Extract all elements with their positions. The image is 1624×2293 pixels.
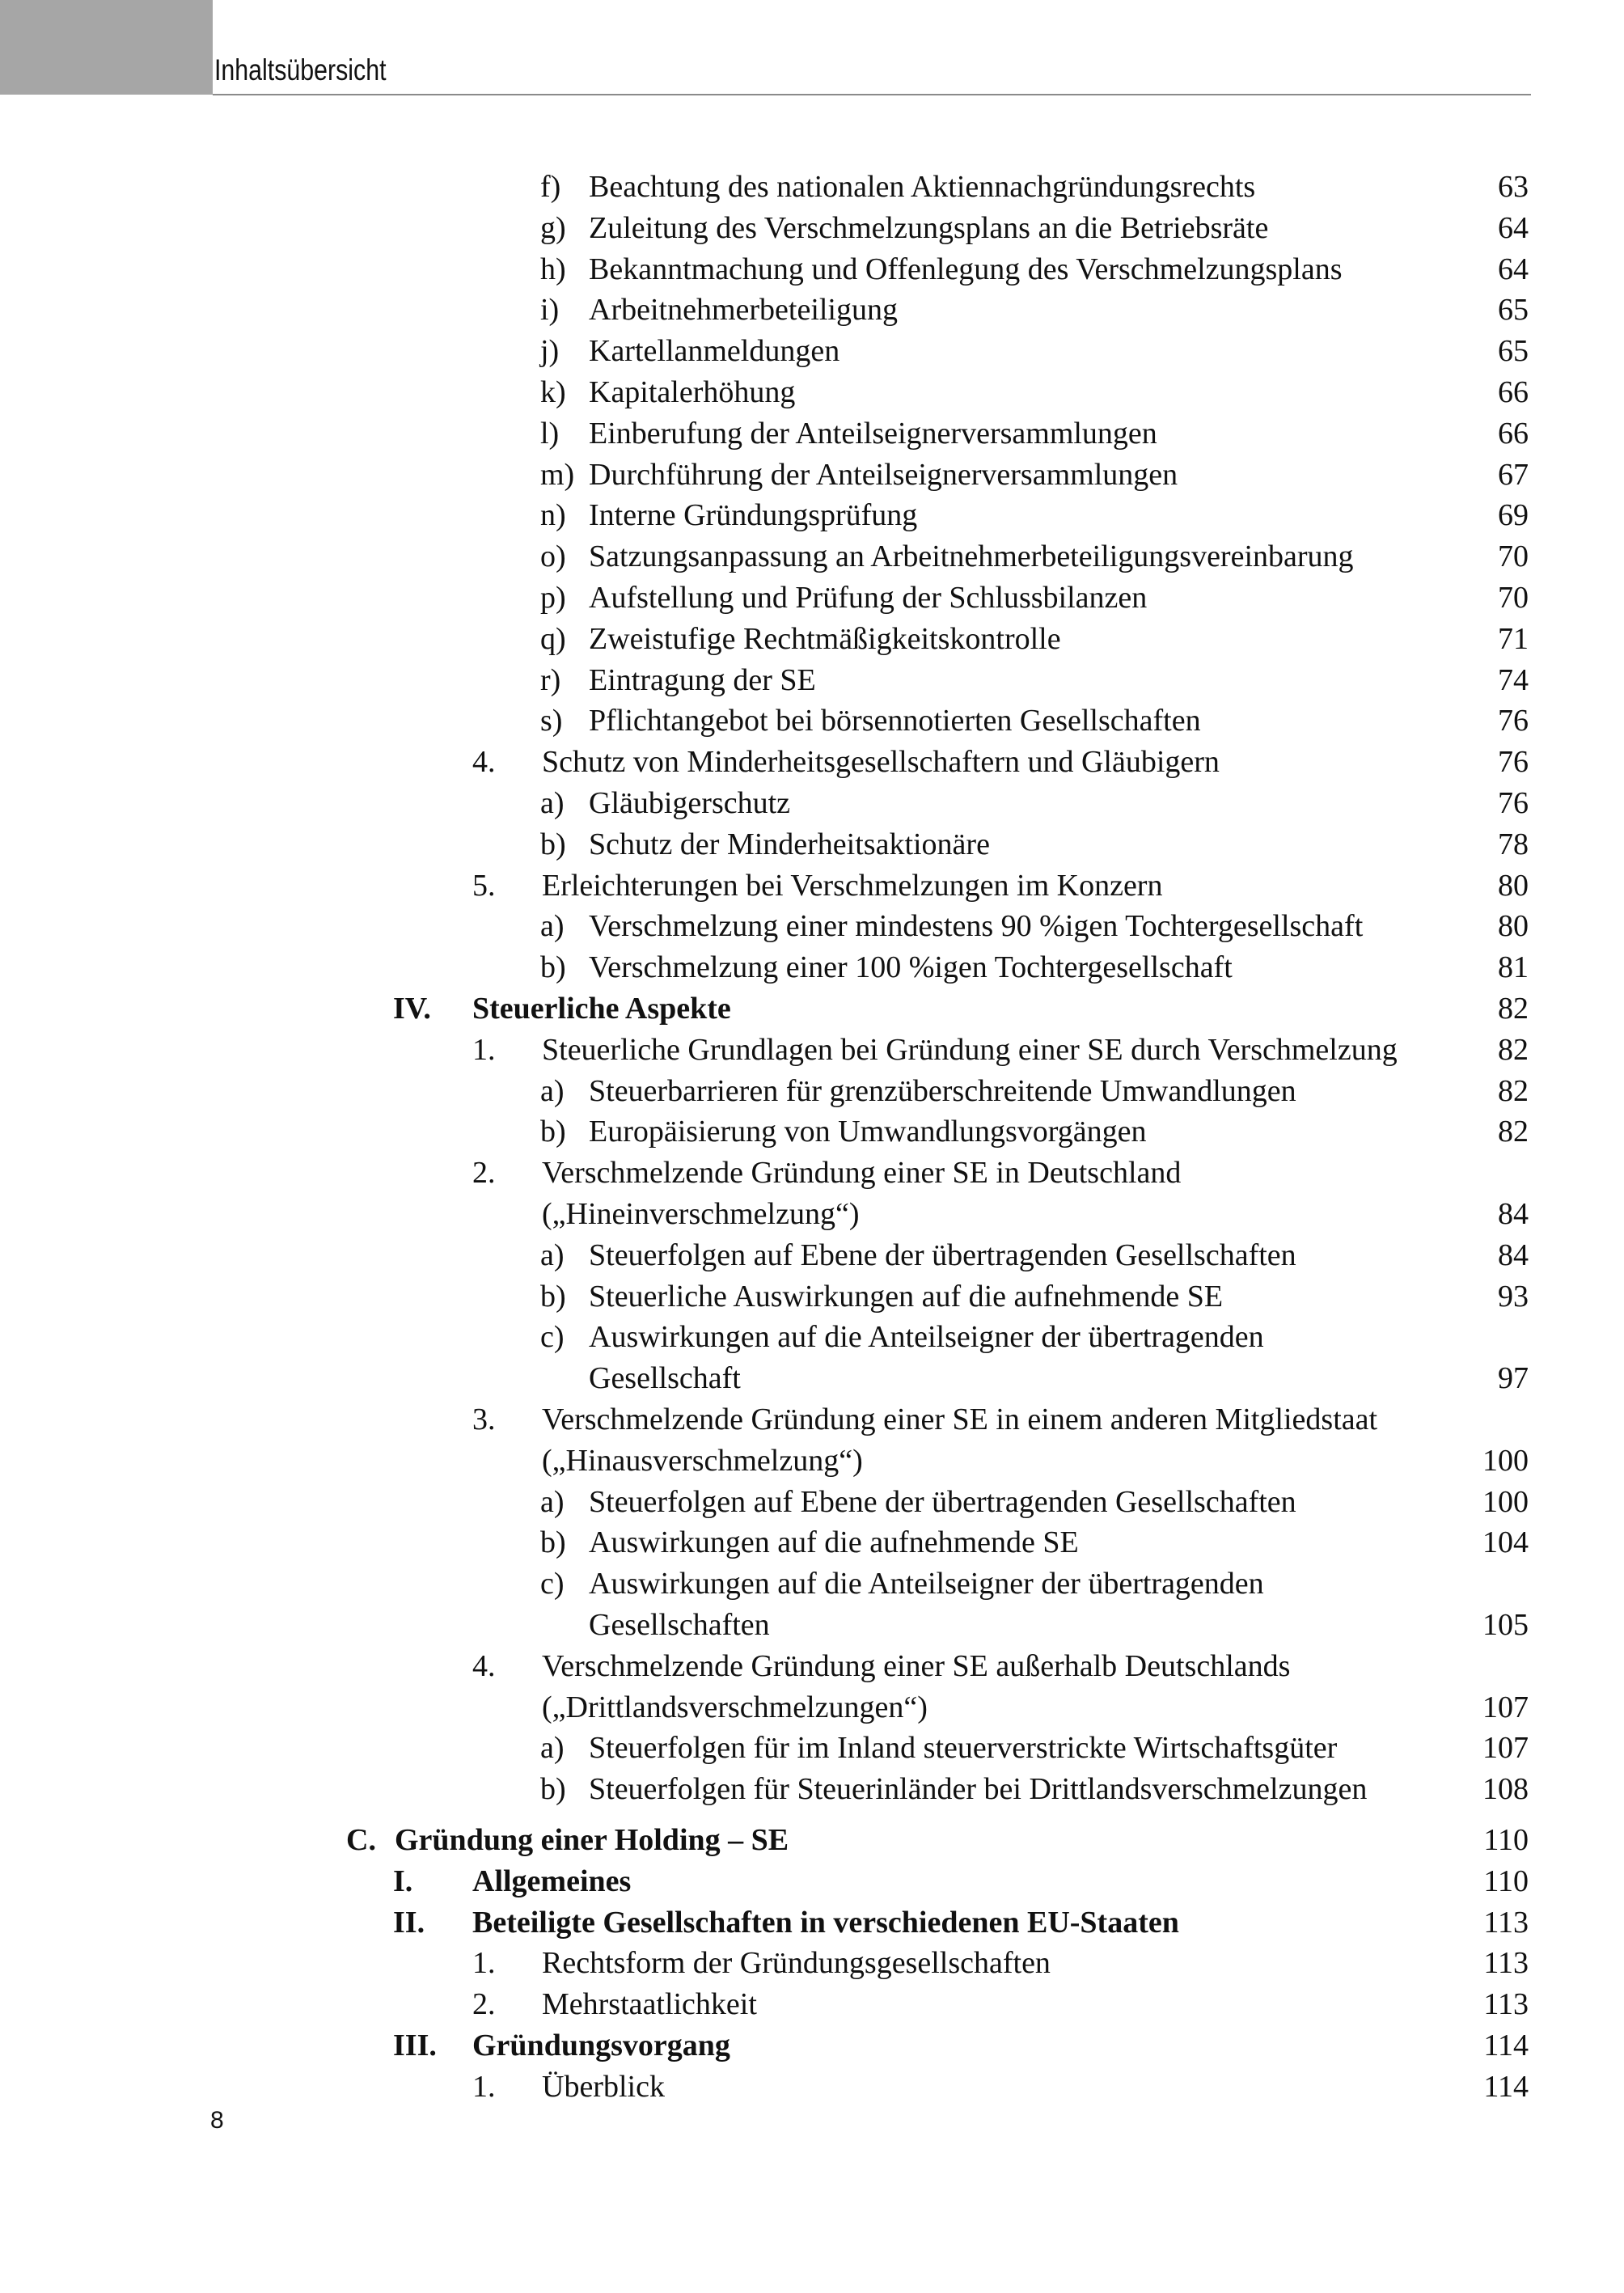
toc-entry-title: Auswirkungen auf die Anteilseigner der übertragenden (589, 1320, 1264, 1355)
toc-entry (0, 2025, 1624, 2066)
toc-entry-number: b) (540, 1115, 566, 1149)
toc-entry-page: 69 (1498, 498, 1529, 533)
toc-entry-number: o) (540, 539, 566, 574)
toc-entry (0, 1235, 1624, 1276)
toc-entry-title: Auswirkungen auf die aufnehmende SE (589, 1525, 1079, 1560)
toc-entry (0, 865, 1624, 906)
toc-entry-page: 107 (1482, 1690, 1529, 1724)
toc-entry-number: 1. (472, 2069, 496, 2104)
toc-entry-title: Kapitalerhöhung (589, 375, 796, 409)
toc-entry (0, 331, 1624, 371)
toc-entry-page: 114 (1483, 2029, 1529, 2062)
toc-entry-page: 114 (1483, 2069, 1529, 2104)
toc-entry-number: 4. (472, 1648, 496, 1683)
toc-entry (0, 1563, 1624, 1604)
toc-entry (0, 988, 1624, 1029)
toc-entry-number: 2. (472, 1987, 496, 2022)
toc-entry-page: 64 (1498, 252, 1529, 286)
toc-entry-title: Verschmelzende Gründung einer SE außerhalb Deutschlands (542, 1648, 1291, 1683)
toc-entry-page: 82 (1498, 1073, 1529, 1108)
toc-entry-number: C. (346, 1823, 376, 1857)
toc-entry (0, 1358, 1624, 1398)
toc-entry-title: Steuerfolgen auf Ebene der übertragenden Gesellschaften (589, 1237, 1296, 1272)
toc-entry-page: 104 (1482, 1525, 1529, 1560)
toc-entry (0, 1902, 1624, 1943)
toc-entry (0, 249, 1624, 290)
toc-entry-page: 82 (1498, 992, 1529, 1026)
toc-entry-page: 107 (1482, 1731, 1529, 1766)
toc-entry (0, 700, 1624, 741)
toc-entry-page: 93 (1498, 1279, 1529, 1314)
toc-entry-title: Gründungsvorgang (472, 2029, 730, 2062)
toc-entry-page: 80 (1498, 909, 1529, 944)
toc-entry (0, 577, 1624, 618)
toc-entry-title: Satzungsanpassung an Arbeitnehmerbeteiligungsvereinbarung (589, 539, 1354, 574)
toc-entry (0, 1769, 1624, 1809)
toc-entry-number: 4. (472, 745, 496, 780)
toc-entry (0, 1111, 1624, 1152)
toc-entry (0, 1482, 1624, 1522)
toc-entry-page: 74 (1498, 662, 1529, 697)
toc-entry-title: Kartellanmeldungen (589, 334, 840, 369)
toc-entry-title: Gläubigerschutz (589, 786, 791, 820)
toc-entry-page: 105 (1482, 1608, 1529, 1642)
toc-entry (0, 413, 1624, 454)
toc-entry-page: 76 (1498, 745, 1529, 780)
toc-entry-number: a) (540, 909, 565, 944)
toc-entry-title: Einberufung der Anteilseignerversammlungen (589, 416, 1157, 451)
toc-entry-page: 65 (1498, 334, 1529, 369)
toc-entry (0, 495, 1624, 535)
toc-entry-number: b) (540, 827, 566, 861)
toc-entry-title: Rechtsform der Gründungsgesellschaften (542, 1946, 1051, 1981)
toc-entry-page: 113 (1483, 1946, 1529, 1981)
toc-entry-title: Bekanntmachung und Offenlegung des Verschmelzungsplans (589, 252, 1343, 286)
toc-entry-title: Mehrstaatlichkeit (542, 1987, 757, 2022)
toc-entry-number: l) (540, 416, 560, 451)
toc-entry-number: i) (540, 293, 560, 328)
toc-entry-number: II. (393, 1905, 425, 1940)
toc-entry-title: Steuerbarrieren für grenzüberschreitende Umwandlungen (589, 1073, 1296, 1108)
toc-entry-title: Gründung einer Holding – SE (395, 1823, 789, 1857)
toc-entry-number: s) (540, 704, 563, 738)
toc-entry (0, 824, 1624, 865)
toc-entry-title: Allgemeines (472, 1864, 632, 1898)
toc-entry (0, 1861, 1624, 1902)
toc-entry-title: Zuleitung des Verschmelzungsplans an die Betriebsräte (589, 210, 1269, 245)
toc-entry-page: 84 (1498, 1237, 1529, 1272)
toc-entry-title: Steuerfolgen auf Ebene der übertragenden Gesellschaften (589, 1484, 1296, 1519)
toc-entry-page: 113 (1483, 1905, 1529, 1940)
toc-entry-number: j) (540, 334, 560, 369)
toc-entry (0, 783, 1624, 823)
toc-entry-page: 70 (1498, 539, 1529, 574)
toc-entry (0, 1605, 1624, 1645)
toc-entry-title: Verschmelzung einer mindestens 90 %igen Tochtergesellschaft (589, 909, 1364, 944)
toc-entry-title: Pflichtangebot bei börsennotierten Gesellschaften (589, 704, 1201, 738)
toc-entry (0, 1820, 1624, 1860)
toc-entry-page: 65 (1498, 293, 1529, 328)
toc-entry-number: 5. (472, 868, 496, 903)
toc-entry-title: („Hinausverschmelzung“) (542, 1443, 863, 1478)
toc-entry (0, 1441, 1624, 1481)
toc-entry-title: Erleichterungen bei Verschmelzungen im Konzern (542, 868, 1163, 903)
toc-entry (0, 372, 1624, 412)
toc-entry-title: Eintragung der SE (589, 662, 816, 697)
toc-entry (0, 1646, 1624, 1686)
toc-entry-title: Zweistufige Rechtmäßigkeitskontrolle (589, 621, 1061, 656)
toc-entry-page: 78 (1498, 827, 1529, 861)
toc-entry-page: 100 (1482, 1484, 1529, 1519)
toc-entry-page: 110 (1483, 1864, 1529, 1898)
toc-entry-number: q) (540, 621, 566, 656)
toc-entry-number: b) (540, 950, 566, 985)
toc-entry-number: a) (540, 786, 565, 820)
page-number: 8 (210, 2107, 224, 2134)
toc-entry-page: 67 (1498, 457, 1529, 492)
toc-entry-number: k) (540, 375, 566, 409)
toc-entry (0, 2067, 1624, 2107)
toc-entry-number: 2. (472, 1156, 496, 1191)
toc-entry (0, 1943, 1624, 1983)
toc-entry (0, 455, 1624, 495)
toc-entry (0, 1984, 1624, 2024)
toc-entry (0, 947, 1624, 988)
toc-entry-title: Steuerfolgen für im Inland steuerverstrickte Wirtschaftsgüter (589, 1731, 1338, 1766)
toc-entry-number: g) (540, 210, 566, 245)
toc-entry-number: a) (540, 1731, 565, 1766)
toc-entry-number: III. (393, 2029, 437, 2062)
toc-entry (0, 1071, 1624, 1111)
toc-entry-title: Durchführung der Anteilseignerversammlungen (589, 457, 1178, 492)
toc-entry-page: 80 (1498, 868, 1529, 903)
toc-entry-number: a) (540, 1237, 565, 1272)
toc-entry-page: 76 (1498, 704, 1529, 738)
toc-entry-title: Gesellschaften (589, 1608, 770, 1642)
toc-entry-page: 70 (1498, 581, 1529, 615)
toc-entry (0, 290, 1624, 330)
toc-entry-page: 76 (1498, 786, 1529, 820)
toc-entry (0, 1728, 1624, 1768)
toc-entry-page: 66 (1498, 416, 1529, 451)
toc-entry-title: Verschmelzende Gründung einer SE in Deutschland (542, 1156, 1182, 1191)
toc-entry (0, 1153, 1624, 1193)
toc-entry (0, 208, 1624, 248)
toc-entry-page: 100 (1482, 1443, 1529, 1478)
toc-entry (0, 1317, 1624, 1357)
toc-entry-page: 66 (1498, 375, 1529, 409)
toc-entry-number: c) (540, 1567, 565, 1601)
toc-entry-page: 110 (1483, 1823, 1529, 1857)
toc-entry-page: 108 (1482, 1772, 1529, 1807)
toc-entry-title: Interne Gründungsprüfung (589, 498, 918, 533)
toc-entry (0, 536, 1624, 577)
toc-entry (0, 742, 1624, 782)
toc-entry-number: 1. (472, 1032, 496, 1067)
toc-entry-page: 81 (1498, 950, 1529, 985)
toc-entry (0, 1030, 1624, 1070)
toc-entry (0, 1276, 1624, 1317)
toc-entry-page: 63 (1498, 170, 1529, 204)
toc-entry-page: 113 (1483, 1987, 1529, 2022)
toc-entry-number: f) (540, 170, 561, 204)
toc-entry-page: 71 (1498, 621, 1529, 656)
toc-entry-title: Europäisierung von Umwandlungsvorgängen (589, 1115, 1147, 1149)
toc-entry-number: r) (540, 662, 561, 697)
toc-entry-number: h) (540, 252, 566, 286)
toc-entry-title: Steuerliche Grundlagen bei Gründung einer SE durch Verschmelzung (542, 1032, 1398, 1067)
toc-entry (0, 1399, 1624, 1440)
toc-entry (0, 619, 1624, 659)
toc-entry-page: 82 (1498, 1032, 1529, 1067)
toc-entry-number: b) (540, 1525, 566, 1560)
toc-entry-number: p) (540, 581, 566, 615)
toc-entry-number: 1. (472, 1946, 496, 1981)
toc-entry-title: Verschmelzende Gründung einer SE in einem anderen Mitgliedstaat (542, 1402, 1378, 1436)
toc-entry-number: c) (540, 1320, 565, 1355)
toc-entry-title: („Hineinverschmelzung“) (542, 1197, 860, 1231)
toc-entry-title: Schutz von Minderheitsgesellschaftern und Gläubigern (542, 745, 1220, 780)
toc-entry-title: Beachtung des nationalen Aktiennachgründungsrechts (589, 170, 1256, 204)
toc-entry-page: 84 (1498, 1197, 1529, 1231)
toc-entry-page: 64 (1498, 210, 1529, 245)
toc-entry-number: a) (540, 1073, 565, 1108)
toc-entry-title: Überblick (542, 2069, 665, 2104)
toc-entry-title: Steuerliche Auswirkungen auf die aufnehmende SE (589, 1279, 1224, 1314)
toc-entry (0, 1194, 1624, 1234)
toc-entry-number: b) (540, 1279, 566, 1314)
toc-entry-title: Steuerliche Aspekte (472, 992, 731, 1026)
toc-entry-number: m) (540, 457, 575, 492)
toc-entry-title: Arbeitnehmerbeteiligung (589, 293, 898, 328)
toc-entry-number: n) (540, 498, 566, 533)
toc-entry-title: („Drittlandsverschmelzungen“) (542, 1690, 928, 1724)
toc-entry-title: Gesellschaft (589, 1361, 741, 1396)
toc-entry-number: I. (393, 1864, 413, 1898)
running-header-title: Inhaltsübersicht (214, 53, 387, 87)
toc-entry-title: Auswirkungen auf die Anteilseigner der übertragenden (589, 1567, 1264, 1601)
toc-entry-number: a) (540, 1484, 565, 1519)
toc-entry-number: b) (540, 1772, 566, 1807)
toc-entry-number: 3. (472, 1402, 496, 1436)
toc-entry-title: Beteiligte Gesellschaften in verschiedenen EU-Staaten (472, 1905, 1179, 1940)
toc-entry (0, 1522, 1624, 1563)
toc-entry-page: 97 (1498, 1361, 1529, 1396)
toc-entry (0, 167, 1624, 207)
toc-entry-title: Steuerfolgen für Steuerinländer bei Drittlandsverschmelzungen (589, 1772, 1368, 1807)
toc-entry-number: IV. (393, 992, 431, 1026)
toc-entry-title: Verschmelzung einer 100 %igen Tochtergesellschaft (589, 950, 1233, 985)
toc-entry (0, 660, 1624, 700)
toc-entry (0, 1687, 1624, 1728)
toc-entry-title: Aufstellung und Prüfung der Schlussbilanzen (589, 581, 1148, 615)
toc-entry-page: 82 (1498, 1115, 1529, 1149)
toc-entry-title: Schutz der Minderheitsaktionäre (589, 827, 990, 861)
toc-entry (0, 906, 1624, 946)
